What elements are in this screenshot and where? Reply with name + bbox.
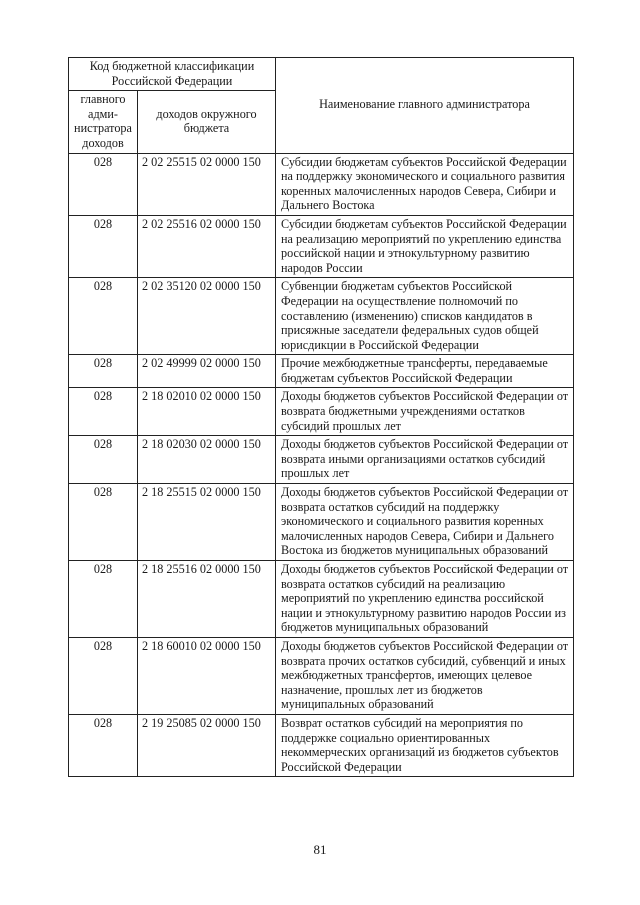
header-district-budget-revenue: доходов окружного бюджета (138, 91, 276, 153)
revenue-code-cell: 2 02 25515 02 0000 150 (138, 153, 276, 215)
revenue-code-cell: 2 02 49999 02 0000 150 (138, 355, 276, 388)
table-row (69, 278, 574, 355)
admin-code-cell: 028 (69, 388, 138, 436)
administrator-name-cell: Субвенции бюджетам субъектов Российской Федерации на осуществление полномочий по составлению (изменению) списков кандидатов в присяжные заседатели федеральных судов общей юрисдикции в Российской Федерации (276, 278, 574, 355)
table-row (69, 388, 574, 436)
administrator-name-cell: Доходы бюджетов субъектов Российской Федерации от возврата бюджетными учреждениями остатков субсидий прошлых лет (276, 388, 574, 436)
budget-classification-table (68, 57, 574, 777)
administrator-name-cell: Доходы бюджетов субъектов Российской Федерации от возврата остатков субсидий на реализацию мероприятий по укреплению единства российской нации и этнокультурному развитию народов России из бюджетов муниципальных образований (276, 561, 574, 638)
page-number: 81 (313, 842, 327, 857)
admin-code-cell: 028 (69, 714, 138, 776)
header-administrator-name: Наименование главного администратора (276, 58, 574, 154)
table-body (69, 153, 574, 777)
revenue-code-cell: 2 18 02010 02 0000 150 (138, 388, 276, 436)
administrator-name-cell: Возврат остатков субсидий на мероприятия по поддержке социально ориентированных некоммерческих организаций из бюджетов субъектов Российской Федерации (276, 714, 574, 776)
administrator-name-cell: Доходы бюджетов субъектов Российской Федерации от возврата прочих остатков субсидий, субвенций и иных межбюджетных трансфертов, имеющих целевое назначение, прошлых лет из бюджетов муниципальных образований (276, 637, 574, 714)
table-row (69, 436, 574, 484)
revenue-code-cell: 2 18 25515 02 0000 150 (138, 484, 276, 561)
administrator-name-cell: Субсидии бюджетам субъектов Российской Федерации на реализацию мероприятий по укреплению единства российской нации и этнокультурному развитию народов России (276, 215, 574, 277)
table-row (69, 561, 574, 638)
admin-code-cell: 028 (69, 355, 138, 388)
header-main-administrator: главного адми-нистратора доходов (69, 91, 138, 153)
revenue-code-cell: 2 19 25085 02 0000 150 (138, 714, 276, 776)
admin-code-cell: 028 (69, 561, 138, 638)
header-row-top (69, 58, 574, 91)
admin-code-cell: 028 (69, 436, 138, 484)
table-row (69, 637, 574, 714)
header-classification-code: Код бюджетной классификации Российской Федерации (69, 58, 276, 91)
admin-code-cell: 028 (69, 484, 138, 561)
revenue-code-cell: 2 02 35120 02 0000 150 (138, 278, 276, 355)
revenue-code-cell: 2 18 25516 02 0000 150 (138, 561, 276, 638)
table-row (69, 484, 574, 561)
revenue-code-cell: 2 02 25516 02 0000 150 (138, 215, 276, 277)
administrator-name-cell: Доходы бюджетов субъектов Российской Федерации от возврата иными организациями остатков субсидий прошлых лет (276, 436, 574, 484)
admin-code-cell: 028 (69, 153, 138, 215)
table-row (69, 153, 574, 215)
administrator-name-cell: Субсидии бюджетам субъектов Российской Федерации на поддержку экономического и социального развития коренных малочисленных народов Севера, Сибири и Дальнего Востока (276, 153, 574, 215)
table-row (69, 215, 574, 277)
table-row (69, 714, 574, 776)
administrator-name-cell: Доходы бюджетов субъектов Российской Федерации от возврата остатков субсидий на поддержку экономического и социального развития коренных малочисленных народов Севера, Сибири и Дальнего Востока из бюджетов муниципальных образований (276, 484, 574, 561)
admin-code-cell: 028 (69, 215, 138, 277)
table-row (69, 355, 574, 388)
admin-code-cell: 028 (69, 278, 138, 355)
administrator-name-cell: Прочие межбюджетные трансферты, передаваемые бюджетам субъектов Российской Федерации (276, 355, 574, 388)
revenue-code-cell: 2 18 60010 02 0000 150 (138, 637, 276, 714)
admin-code-cell: 028 (69, 637, 138, 714)
revenue-code-cell: 2 18 02030 02 0000 150 (138, 436, 276, 484)
